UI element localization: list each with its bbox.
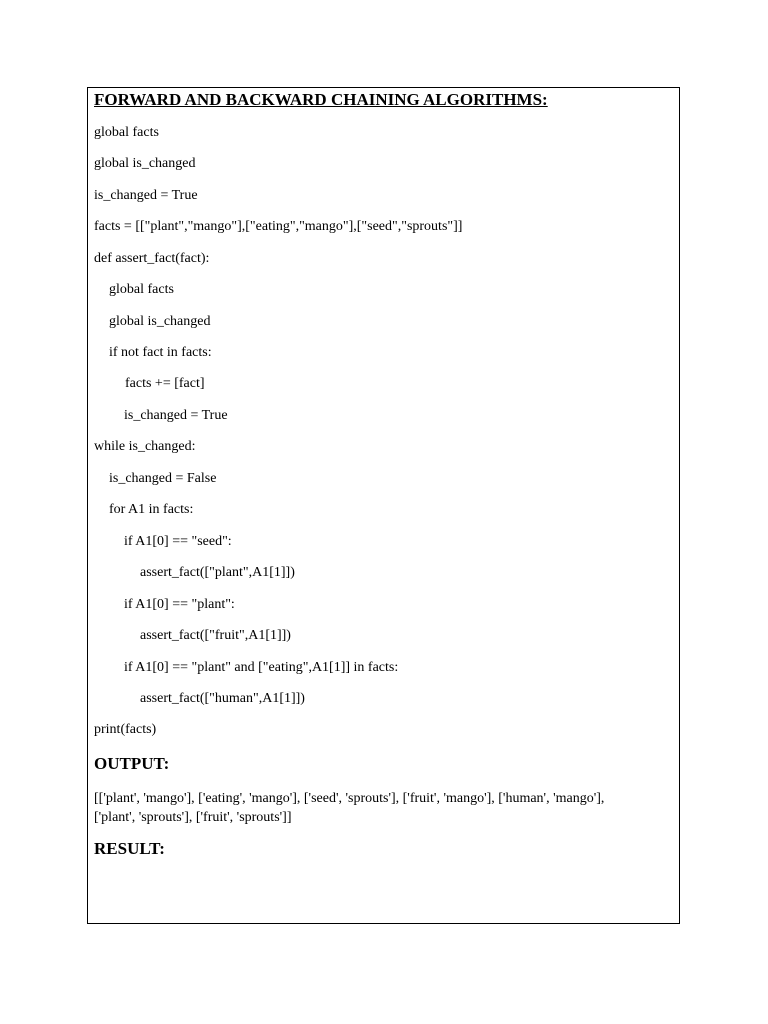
code-line: for A1 in facts: bbox=[109, 502, 194, 517]
output-line: [['plant', 'mango'], ['eating', 'mango'], ['seed', 'sprouts'], ['fruit', 'mango'], ['human', 'mango'], bbox=[94, 791, 605, 806]
code-line: facts += [fact] bbox=[125, 376, 205, 391]
code-line: global facts bbox=[109, 282, 174, 297]
code-line: if not fact in facts: bbox=[109, 345, 212, 360]
document-frame bbox=[87, 87, 680, 924]
code-line: facts = [["plant","mango"],["eating","mango"],["seed","sprouts"]] bbox=[94, 219, 463, 234]
code-line: assert_fact(["plant",A1[1]]) bbox=[140, 565, 295, 580]
code-line: if A1[0] == "seed": bbox=[124, 534, 232, 549]
result-heading: RESULT: bbox=[94, 839, 165, 858]
code-line: print(facts) bbox=[94, 722, 157, 737]
code-line: is_changed = False bbox=[109, 471, 217, 486]
code-line: global is_changed bbox=[109, 314, 211, 329]
code-line: def assert_fact(fact): bbox=[94, 251, 210, 266]
document-title: FORWARD AND BACKWARD CHAINING ALGORITHMS: bbox=[94, 90, 548, 109]
code-line: if A1[0] == "plant" and ["eating",A1[1]] in facts: bbox=[124, 660, 399, 675]
output-heading: OUTPUT: bbox=[94, 754, 170, 773]
code-line: assert_fact(["fruit",A1[1]]) bbox=[140, 628, 291, 643]
output-text bbox=[94, 789, 669, 827]
output-line: ['plant', 'sprouts'], ['fruit', 'sprouts']] bbox=[94, 810, 292, 825]
code-line: is_changed = True bbox=[94, 188, 198, 203]
code-line: while is_changed: bbox=[94, 439, 196, 454]
code-line: assert_fact(["human",A1[1]]) bbox=[140, 691, 305, 706]
code-line: if A1[0] == "plant": bbox=[124, 597, 235, 612]
code-line: global facts bbox=[94, 125, 159, 140]
code-line: is_changed = True bbox=[124, 408, 228, 423]
code-line: global is_changed bbox=[94, 156, 196, 171]
